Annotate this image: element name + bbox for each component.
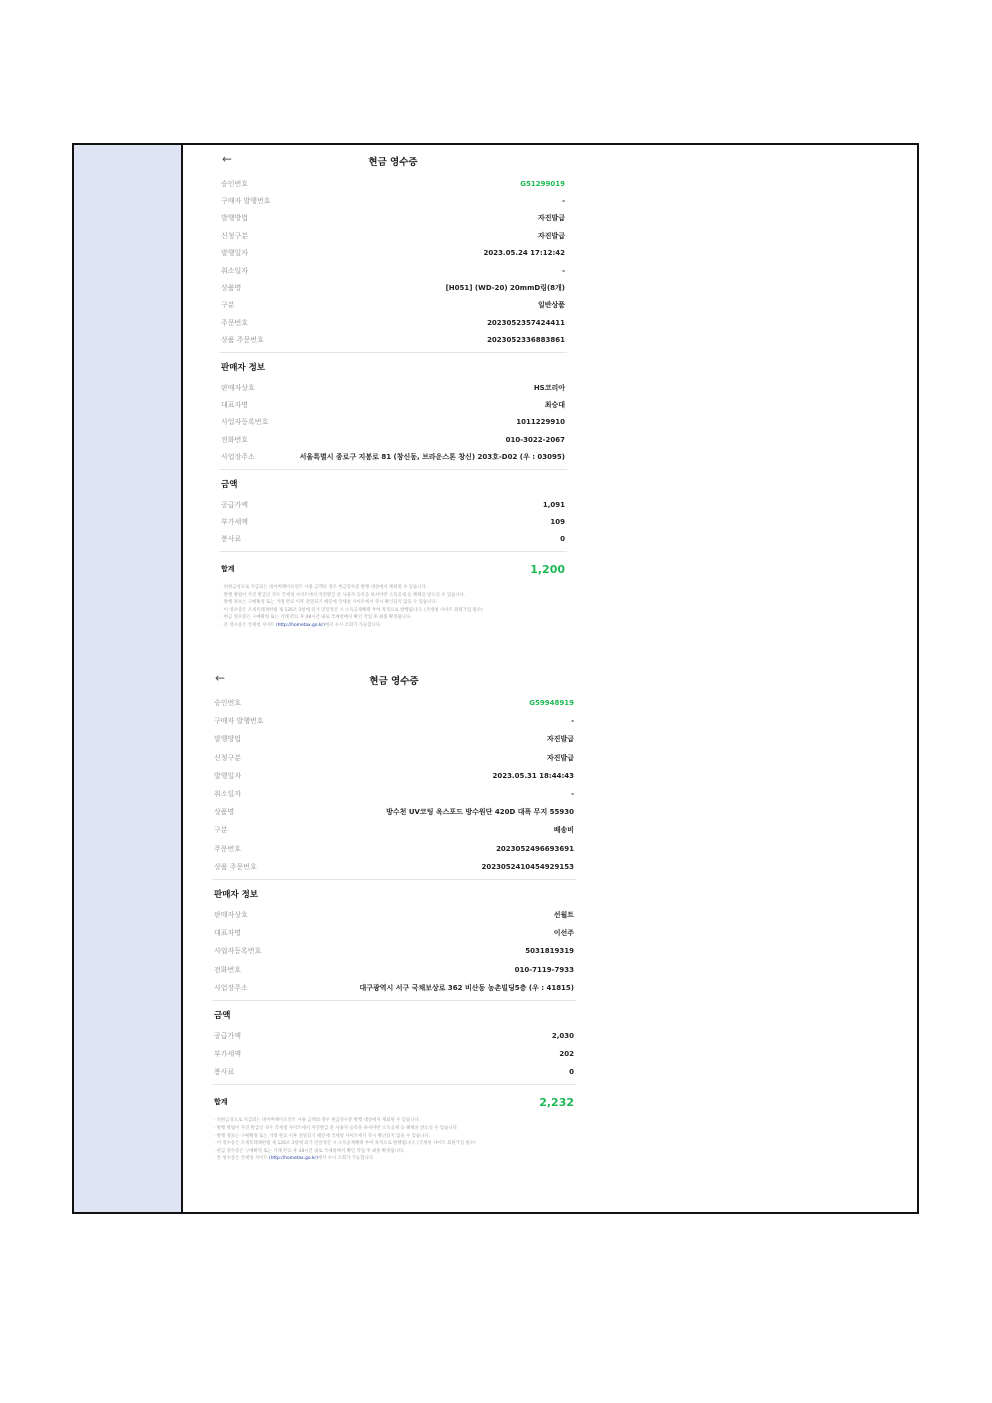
total-amount: 2,232 xyxy=(539,1095,574,1109)
row-label: 발행일자 xyxy=(214,771,242,780)
amount-info xyxy=(219,496,567,548)
notice-list xyxy=(212,1117,576,1163)
row-value: 이선주 xyxy=(553,929,574,938)
seller-section-title: 판매자 정보 xyxy=(221,362,266,373)
row-label: 대표자명 xyxy=(214,929,242,938)
row-label: 상품명 xyxy=(214,808,235,817)
info-row xyxy=(219,314,567,331)
row-label: 대표자명 xyxy=(221,400,249,409)
row-label: 주문번호 xyxy=(214,844,242,853)
row-value: 선월트 xyxy=(553,910,574,919)
row-label: 판매자상호 xyxy=(214,910,248,919)
row-label: 승인번호 xyxy=(214,699,242,708)
row-value: 1011229910 xyxy=(516,418,565,427)
divider xyxy=(219,352,567,353)
row-label: 취소일자 xyxy=(214,790,242,799)
row-label: 봉사료 xyxy=(214,1068,235,1077)
row-value: 일반상품 xyxy=(537,301,565,310)
notice-item: · 비현금성으로 지급되는 네이버페이포인트 사용 금액의 경우 현금영수증 발행 대상에서 제외될 수 있습니다. xyxy=(221,585,428,591)
row-value: 0 xyxy=(569,1068,574,1077)
amount-section-title: 금액 xyxy=(221,479,238,490)
notice-item xyxy=(214,1155,576,1163)
notice-item: · 발행 정보는 구매확정 또는 거래 완료 이후 전달되기 때문에 국세청 사이트에서 즉시 확인되지 않을 수 있습니다. xyxy=(221,600,437,606)
hometax-link[interactable]: (http://hometax.go.kr) xyxy=(276,623,325,628)
row-value: 방수천 UV코팅 옥스포드 방수원단 420D 대폭 무지 55930 xyxy=(386,808,574,817)
row-label: 발행방법 xyxy=(221,214,249,223)
info-row xyxy=(219,448,567,465)
row-label: 사업장주소 xyxy=(214,983,248,992)
notice-item: · 현금 영수증은 구매확정 또는 거래 완료 후 48시간 내로 국세청에서 확인 작업 후 최종 확정됩니다. xyxy=(221,615,412,621)
divider xyxy=(219,469,567,470)
row-value: - xyxy=(562,197,565,206)
basic-info xyxy=(212,694,576,876)
row-value: 109 xyxy=(550,517,565,526)
info-row xyxy=(219,379,567,396)
row-label: 상품명 xyxy=(221,284,242,293)
info-row xyxy=(219,531,567,548)
approval-number: G51299019 xyxy=(520,179,565,188)
amount-section-title: 금액 xyxy=(214,1010,231,1021)
info-row xyxy=(212,694,576,712)
receipt-title: 현금 영수증 xyxy=(368,157,418,168)
row-label: 구분 xyxy=(214,826,228,835)
row-value: 배송비 xyxy=(553,826,574,835)
row-label: 공급가액 xyxy=(214,1031,242,1040)
divider xyxy=(212,1084,576,1085)
row-label: 전화번호 xyxy=(221,435,249,444)
info-row xyxy=(212,803,576,821)
back-arrow-icon[interactable]: ← xyxy=(222,152,233,166)
row-label: 신청구분 xyxy=(214,753,242,762)
notice-item: · 이 영수증은 조세특례제한법 제 126조 3항에 의거 연말정산 시 소득공제혜택 부여 목적으로 발행됩니다. (국세청 사이트 회원가입 필수) xyxy=(221,607,483,613)
notice-text: · 본 영수증은 국세청 사이트 xyxy=(214,1156,270,1162)
info-row xyxy=(219,396,567,413)
info-row xyxy=(219,227,567,244)
info-row xyxy=(212,821,576,839)
receipt-2 xyxy=(212,670,576,1163)
row-value: 2023.05.31 18:44:43 xyxy=(492,771,574,780)
total-row xyxy=(219,558,567,580)
info-row xyxy=(212,730,576,748)
receipt-header xyxy=(212,670,576,694)
row-value: 5031819319 xyxy=(525,947,574,956)
hometax-link[interactable]: (http://hometax.go.kr) xyxy=(269,1156,318,1162)
info-row xyxy=(219,431,567,448)
row-value: 자진발급 xyxy=(546,735,574,744)
divider xyxy=(219,551,567,552)
divider xyxy=(212,1000,576,1001)
info-row xyxy=(212,840,576,858)
row-label: 봉사료 xyxy=(221,535,242,544)
info-row xyxy=(212,1063,576,1081)
row-label: 전화번호 xyxy=(214,965,242,974)
seller-info xyxy=(219,379,567,466)
receipt-header xyxy=(219,151,567,175)
notice-item: · 발행 방법이 자진 발급인 경우 국세청 사이트에서 자진발급 분 사용자 등록을 하셔야만 소득공제 등 혜택을 받으실 수 있습니다. xyxy=(221,592,466,598)
info-row xyxy=(212,712,576,730)
info-row xyxy=(219,245,567,262)
info-row xyxy=(212,749,576,767)
row-value: 서울특별시 종로구 지봉로 81 (창신동, 브라운스톤 창신) 203호-D02 (우 : 03095) xyxy=(299,453,565,462)
row-value: - xyxy=(571,790,574,799)
basic-info xyxy=(219,175,567,349)
info-row xyxy=(219,192,567,209)
info-row xyxy=(219,496,567,513)
row-value: 자진발급 xyxy=(537,231,565,240)
row-value: 2,030 xyxy=(551,1031,574,1040)
row-value: 2023052357424411 xyxy=(487,318,565,327)
info-row xyxy=(219,279,567,296)
row-label: 공급가액 xyxy=(221,500,249,509)
seller-section-title: 판매자 정보 xyxy=(214,889,259,900)
notice-list xyxy=(219,584,567,630)
info-row xyxy=(219,414,567,431)
row-value: 010-7119-7933 xyxy=(514,965,574,974)
notice-text: 에서 수시 조회가 가능합니다. xyxy=(317,1156,375,1162)
row-label: 상품 주문번호 xyxy=(221,336,264,345)
row-label: 판매자상호 xyxy=(221,383,255,392)
row-label: 부가세액 xyxy=(221,517,249,526)
info-row xyxy=(219,175,567,192)
info-row xyxy=(219,297,567,314)
total-label: 합계 xyxy=(214,1098,228,1107)
row-value: 최승대 xyxy=(544,400,565,409)
row-label: 사업장주소 xyxy=(221,453,255,462)
back-arrow-icon[interactable]: ← xyxy=(215,671,226,685)
notice-text: 에서 수시 조회가 가능합니다. xyxy=(324,623,382,628)
row-label: 사업자등록번호 xyxy=(221,418,269,427)
row-value: 1,091 xyxy=(542,500,565,509)
row-value: HS코리아 xyxy=(533,383,565,392)
row-label: 승인번호 xyxy=(221,179,249,188)
total-row xyxy=(212,1091,576,1113)
notice-item: · 이 영수증은 조세특례제한법 제 126조 3항에 의거 연말정산 시 소득공제혜택 부여 목적으로 발행됩니다. (국세청 사이트 회원가입 필수) xyxy=(214,1141,476,1147)
row-value: - xyxy=(571,717,574,726)
row-value: 202 xyxy=(559,1050,574,1059)
document-frame xyxy=(72,143,919,1214)
row-label: 발행방법 xyxy=(214,735,242,744)
row-label: 부가세액 xyxy=(214,1050,242,1059)
receipt-1 xyxy=(219,151,567,630)
notice-item: · 발행 정보는 구매확정 또는 거래 완료 이후 전달되기 때문에 국세청 사이트에서 즉시 확인되지 않을 수 있습니다. xyxy=(214,1133,430,1139)
info-row xyxy=(212,924,576,942)
info-row xyxy=(212,785,576,803)
notice-item: · 발행 방법이 자진 발급인 경우 국세청 사이트에서 자진발급 분 사용자 등록을 하셔야만 소득공제 등 혜택을 받으실 수 있습니다. xyxy=(214,1125,459,1131)
receipt-title: 현금 영수증 xyxy=(369,676,419,687)
row-value: - xyxy=(562,266,565,275)
row-label: 상품 주문번호 xyxy=(214,862,257,871)
info-row xyxy=(212,942,576,960)
seller-info xyxy=(212,906,576,997)
info-row xyxy=(212,1027,576,1045)
notice-text: · 본 영수증은 국세청 사이트 xyxy=(221,623,277,628)
row-label: 구분 xyxy=(221,301,235,310)
row-label: 발행일자 xyxy=(221,249,249,258)
row-value: 0 xyxy=(560,535,565,544)
row-value: 자진발급 xyxy=(537,214,565,223)
side-panel xyxy=(74,145,183,1212)
row-value: 대구광역시 서구 국채보상로 362 비산동 농촌빌딩5층 (우 : 41815) xyxy=(359,983,574,992)
row-label: 구매자 발행번호 xyxy=(221,197,271,206)
row-value: 2023052496693691 xyxy=(496,844,574,853)
row-value: 2023.05.24 17:12:42 xyxy=(483,249,565,258)
info-row xyxy=(212,906,576,924)
info-row xyxy=(219,513,567,530)
info-row xyxy=(219,210,567,227)
row-value: 자진발급 xyxy=(546,753,574,762)
notice-item: · 비현금성으로 지급되는 네이버페이포인트 사용 금액의 경우 현금영수증 발행 대상에서 제외될 수 있습니다. xyxy=(214,1118,421,1124)
total-amount: 1,200 xyxy=(530,562,565,576)
row-label: 취소일자 xyxy=(221,266,249,275)
info-row xyxy=(212,767,576,785)
total-label: 합계 xyxy=(221,565,235,574)
row-value: 2023052336883861 xyxy=(487,336,565,345)
approval-number: G59948919 xyxy=(529,699,574,708)
info-row xyxy=(219,262,567,279)
notice-item xyxy=(221,622,567,630)
divider xyxy=(212,879,576,880)
info-row xyxy=(219,332,567,349)
notice-item: · 현금 영수증은 구매확정 또는 거래 완료 후 48시간 내로 국세청에서 확인 작업 후 최종 확정됩니다. xyxy=(214,1148,405,1154)
row-value: 2023052410454929153 xyxy=(481,862,574,871)
row-value: 010-3022-2067 xyxy=(505,435,565,444)
row-label: 신청구분 xyxy=(221,231,249,240)
info-row xyxy=(212,1045,576,1063)
row-value: [H051] (WD-20) 20mmD링(8개) xyxy=(445,284,565,293)
row-label: 주문번호 xyxy=(221,318,249,327)
info-row xyxy=(212,979,576,997)
info-row xyxy=(212,858,576,876)
row-label: 사업자등록번호 xyxy=(214,947,262,956)
info-row xyxy=(212,960,576,978)
amount-info xyxy=(212,1027,576,1082)
row-label: 구매자 발행번호 xyxy=(214,717,264,726)
